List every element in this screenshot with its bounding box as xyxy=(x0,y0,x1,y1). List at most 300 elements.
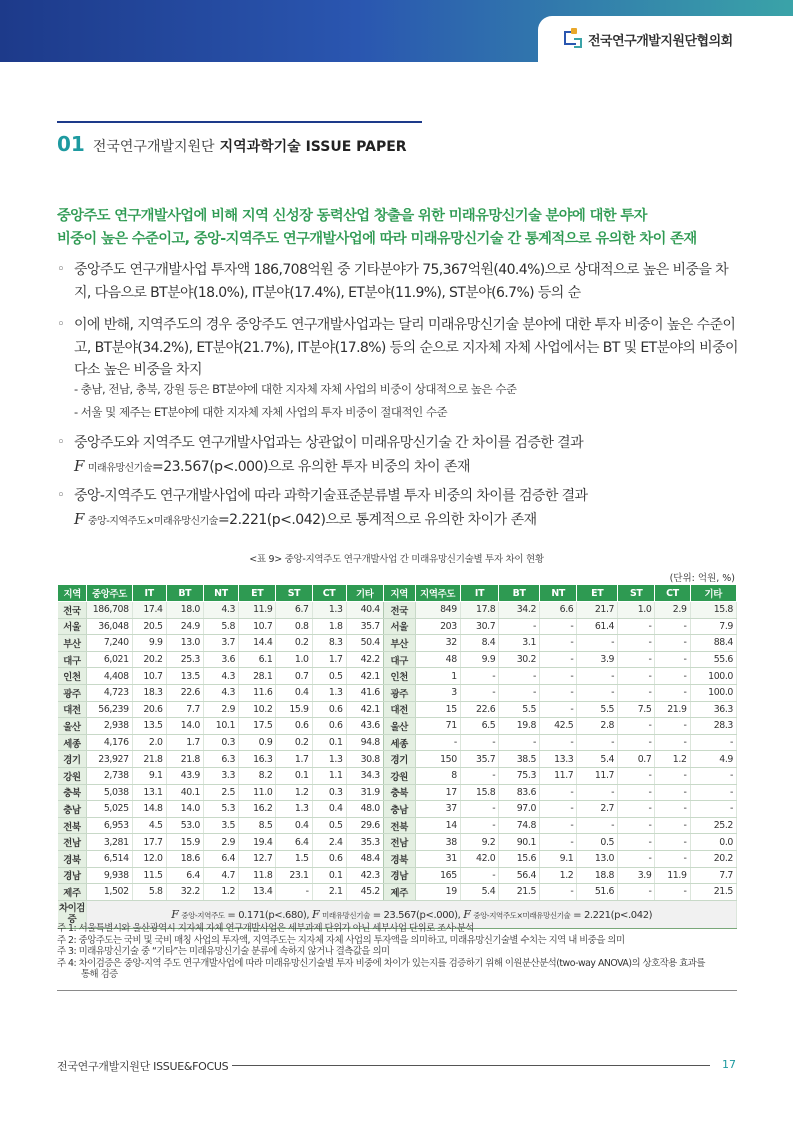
value-cell: 38 xyxy=(415,834,460,851)
value-cell: 42.5 xyxy=(540,718,577,735)
value-cell: 13.1 xyxy=(132,784,166,801)
value-cell: 36.3 xyxy=(690,701,736,718)
value-cell: 13.0 xyxy=(166,635,203,652)
region-cell: 세종 xyxy=(383,734,415,751)
difference-test-result: F 중앙-지역주도 = 0.171(p<.680), F 미래유망신기술 = 23.567(p<.000), F 중앙-지역주도×미래유망신기술 = 2.221(p<.042) xyxy=(87,900,737,928)
section-heading xyxy=(57,132,407,156)
region-cell: 광주 xyxy=(383,684,415,701)
table-row xyxy=(58,817,737,834)
value-cell: 15.8 xyxy=(690,602,736,619)
value-cell: - xyxy=(618,734,655,751)
value-cell: 5.4 xyxy=(460,884,498,901)
value-cell: 17 xyxy=(415,784,460,801)
region-cell: 전국 xyxy=(58,602,87,619)
value-cell: - xyxy=(618,618,655,635)
value-cell: 35.7 xyxy=(460,751,498,768)
region-cell: 경남 xyxy=(58,867,87,884)
value-cell: 6.5 xyxy=(460,718,498,735)
note-4-continued: 통해 검증 xyxy=(81,969,118,980)
value-cell: 100.0 xyxy=(690,668,736,685)
value-cell: 12.7 xyxy=(239,850,276,867)
value-cell: 21.5 xyxy=(499,884,540,901)
value-cell: - xyxy=(655,817,690,834)
value-cell: 42.1 xyxy=(346,701,383,718)
value-cell: 16.2 xyxy=(239,801,276,818)
value-cell: 19.8 xyxy=(499,718,540,735)
value-cell: 15.9 xyxy=(166,834,203,851)
value-cell: 5,025 xyxy=(87,801,132,818)
value-cell: - xyxy=(618,668,655,685)
value-cell: - xyxy=(655,767,690,784)
section-label: 전국연구개발지원단 xyxy=(92,139,215,155)
bullet-3-formula: F 미래유망신기술=23.567(p<.000)으로 유의한 투자 비중의 차이 존재 xyxy=(74,457,471,475)
value-cell: 0.7 xyxy=(276,668,312,685)
value-cell: - xyxy=(540,684,577,701)
value-cell: 11.9 xyxy=(655,867,690,884)
column-header: 기타 xyxy=(690,585,736,602)
region-cell: 경북 xyxy=(383,850,415,867)
value-cell: 35.7 xyxy=(346,618,383,635)
value-cell: 15.8 xyxy=(460,784,498,801)
value-cell: - xyxy=(655,784,690,801)
value-cell: 4.3 xyxy=(203,684,238,701)
value-cell: 17.5 xyxy=(239,718,276,735)
value-cell: 6,514 xyxy=(87,850,132,867)
bullet-3-text: 중앙주도와 지역주도 연구개발사업과는 상관없이 미래유망신기술 간 차이를 검증한 결과 xyxy=(74,435,583,451)
table-row xyxy=(58,834,737,851)
value-cell: - xyxy=(540,701,577,718)
value-cell: 48 xyxy=(415,651,460,668)
value-cell: 30.8 xyxy=(346,751,383,768)
lead-summary xyxy=(57,205,737,251)
region-cell: 강원 xyxy=(58,767,87,784)
value-cell: 25.3 xyxy=(166,651,203,668)
note-2: 주 2: 중앙주도는 국비 및 국비 매칭 사업의 투자액, 지역주도는 지자체 자체 사업의 투자액을 의미하고, 미래유망신기술별 수치는 지역 내 비중을 의미 xyxy=(57,934,625,946)
table-row xyxy=(58,751,737,768)
value-cell: 6,953 xyxy=(87,817,132,834)
value-cell: 0.0 xyxy=(690,834,736,851)
value-cell: 1.5 xyxy=(276,850,312,867)
value-cell: 4.5 xyxy=(132,817,166,834)
lead-line-1: 중앙주도 연구개발사업에 비해 지역 신성장 동력산업 창출을 위한 미래유망신기술 분야에 대한 투자 xyxy=(57,208,647,224)
value-cell: 1.3 xyxy=(276,801,312,818)
value-cell: 14.4 xyxy=(239,635,276,652)
value-cell: 11.6 xyxy=(239,684,276,701)
table-row xyxy=(58,602,737,619)
region-cell: 인천 xyxy=(58,668,87,685)
value-cell: 0.6 xyxy=(312,701,346,718)
value-cell: - xyxy=(499,618,540,635)
column-header: ET xyxy=(239,585,276,602)
value-cell: 14.0 xyxy=(166,801,203,818)
value-cell: - xyxy=(577,784,618,801)
value-cell: 0.6 xyxy=(312,850,346,867)
value-cell: 2.0 xyxy=(132,734,166,751)
column-header: 기타 xyxy=(346,585,383,602)
value-cell: 5.5 xyxy=(577,701,618,718)
value-cell: 34.2 xyxy=(499,602,540,619)
value-cell: - xyxy=(655,734,690,751)
value-cell: 3.3 xyxy=(203,767,238,784)
value-cell: 11.7 xyxy=(577,767,618,784)
region-cell: 대전 xyxy=(383,701,415,718)
value-cell: 5,038 xyxy=(87,784,132,801)
value-cell: 20.2 xyxy=(690,850,736,867)
bullet-4-formula: F 중앙-지역주도×미래유망신기술=2.221(p<.042)으로 통계적으로 유의한 차이가 존재 xyxy=(74,510,537,528)
value-cell: 186,708 xyxy=(87,602,132,619)
value-cell: 11.5 xyxy=(132,867,166,884)
value-cell: 5.8 xyxy=(132,884,166,901)
value-cell: - xyxy=(499,684,540,701)
value-cell: 31 xyxy=(415,850,460,867)
value-cell: 1.2 xyxy=(655,751,690,768)
value-cell: - xyxy=(540,817,577,834)
value-cell: 3.9 xyxy=(618,867,655,884)
value-cell: - xyxy=(655,850,690,867)
value-cell: 30.7 xyxy=(460,618,498,635)
value-cell: - xyxy=(618,784,655,801)
column-header: BT xyxy=(166,585,203,602)
value-cell: - xyxy=(577,734,618,751)
value-cell: 28.1 xyxy=(239,668,276,685)
value-cell: 21.9 xyxy=(655,701,690,718)
value-cell: 55.6 xyxy=(690,651,736,668)
value-cell: 4.3 xyxy=(203,602,238,619)
value-cell: - xyxy=(460,668,498,685)
note-1: 주 1: 서울특별시와 울산광역시 지자체 자체 연구개발사업은 세부과제 단위가 아닌 세부사업 단위로 조사·분석 xyxy=(57,923,474,934)
value-cell: - xyxy=(618,718,655,735)
region-cell: 전국 xyxy=(383,602,415,619)
value-cell: - xyxy=(655,884,690,901)
value-cell: 48.4 xyxy=(346,850,383,867)
column-header: ST xyxy=(618,585,655,602)
region-cell: 서울 xyxy=(383,618,415,635)
region-cell: 광주 xyxy=(58,684,87,701)
value-cell: 24.9 xyxy=(166,618,203,635)
value-cell: 7.5 xyxy=(618,701,655,718)
value-cell: 36,048 xyxy=(87,618,132,635)
value-cell: 42.0 xyxy=(460,850,498,867)
value-cell: 43.9 xyxy=(166,767,203,784)
region-cell: 부산 xyxy=(383,635,415,652)
value-cell: - xyxy=(540,668,577,685)
table-row xyxy=(58,668,737,685)
value-cell: 6.3 xyxy=(203,751,238,768)
value-cell: 21.8 xyxy=(166,751,203,768)
value-cell: 17.4 xyxy=(132,602,166,619)
value-cell: 1,502 xyxy=(87,884,132,901)
value-cell: 2.8 xyxy=(577,718,618,735)
value-cell: 6,021 xyxy=(87,651,132,668)
value-cell: 2.5 xyxy=(203,784,238,801)
bullet-4-text: 중앙-지역주도 연구개발사업에 따라 과학기술표준분류별 투자 비중의 차이를 검증한 결과 xyxy=(74,488,588,504)
value-cell: 11.8 xyxy=(239,867,276,884)
value-cell: 35.3 xyxy=(346,834,383,851)
region-cell: 울산 xyxy=(58,718,87,735)
org-name: 전국연구개발지원단협의회 xyxy=(588,33,733,49)
value-cell: 2.9 xyxy=(655,602,690,619)
table-row xyxy=(58,635,737,652)
value-cell: - xyxy=(618,767,655,784)
value-cell: 0.1 xyxy=(312,867,346,884)
region-cell: 전북 xyxy=(58,817,87,834)
region-cell: 강원 xyxy=(383,767,415,784)
org-header xyxy=(538,16,793,62)
value-cell: 22.6 xyxy=(166,684,203,701)
value-cell: 2.9 xyxy=(203,701,238,718)
bullet-2-sub-2: - 서울 및 제주는 ET분야에 대한 지자체 자체 사업의 투자 비중이 절대적인 수준 xyxy=(74,405,448,419)
value-cell: - xyxy=(540,651,577,668)
region-cell: 충북 xyxy=(383,784,415,801)
bullet-2-sub-1: - 충남, 전남, 충북, 강원 등은 BT분야에 대한 지자체 자체 사업의 비중이 상대적으로 높은 수준 xyxy=(74,382,517,396)
value-cell: 94.8 xyxy=(346,734,383,751)
region-cell: 대구 xyxy=(383,651,415,668)
value-cell: 0.7 xyxy=(618,751,655,768)
value-cell: 75.3 xyxy=(499,767,540,784)
value-cell: - xyxy=(540,734,577,751)
value-cell: - xyxy=(618,651,655,668)
value-cell: 100.0 xyxy=(690,684,736,701)
column-header: 지역 xyxy=(58,585,87,602)
column-header: ST xyxy=(276,585,312,602)
value-cell: - xyxy=(655,801,690,818)
footer-title: 전국연구개발지원단 ISSUE&FOCUS xyxy=(57,1060,229,1073)
value-cell: 11.9 xyxy=(239,602,276,619)
value-cell: 9.1 xyxy=(132,767,166,784)
value-cell: - xyxy=(540,635,577,652)
value-cell: 17.8 xyxy=(460,602,498,619)
value-cell: 1 xyxy=(415,668,460,685)
value-cell: - xyxy=(577,684,618,701)
value-cell: 7.7 xyxy=(690,867,736,884)
value-cell: 1.3 xyxy=(312,751,346,768)
value-cell: 38.5 xyxy=(499,751,540,768)
value-cell: 32 xyxy=(415,635,460,652)
value-cell: 150 xyxy=(415,751,460,768)
value-cell: - xyxy=(460,684,498,701)
value-cell: 48.0 xyxy=(346,801,383,818)
table-row xyxy=(58,767,737,784)
value-cell: 7.9 xyxy=(690,618,736,635)
value-cell: 1.0 xyxy=(276,651,312,668)
bullet-1-text: 중앙주도 연구개발사업 투자액 186,708억원 중 기타분야가 75,367억원(40.4%)으로 상대적으로 높은 비중을 차지, 다음으로 BT분야(18.0%), IT분야(17.4%), ET분야(11.9%), ST분야(6.7%) 등의 순 xyxy=(74,262,729,301)
region-cell: 경기 xyxy=(58,751,87,768)
value-cell: 1.7 xyxy=(312,651,346,668)
value-cell: - xyxy=(460,767,498,784)
value-cell: - xyxy=(540,884,577,901)
value-cell: 3.6 xyxy=(203,651,238,668)
value-cell: 90.1 xyxy=(499,834,540,851)
value-cell: 1.8 xyxy=(312,618,346,635)
value-cell: 13.0 xyxy=(577,850,618,867)
value-cell: 14.0 xyxy=(166,718,203,735)
value-cell: - xyxy=(655,635,690,652)
value-cell: 5.8 xyxy=(203,618,238,635)
value-cell: 30.2 xyxy=(499,651,540,668)
value-cell: 2,938 xyxy=(87,718,132,735)
region-cell: 경기 xyxy=(383,751,415,768)
value-cell: 4,176 xyxy=(87,734,132,751)
value-cell: 1.0 xyxy=(618,602,655,619)
column-header: CT xyxy=(312,585,346,602)
value-cell: 61.4 xyxy=(577,618,618,635)
value-cell: 13.4 xyxy=(239,884,276,901)
bullet-2: ◦ 이에 반해, 지역주도의 경우 중앙주도 연구개발사업과는 달리 미래유망신기술 분야에 대한 투자 비중이 높은 수준이고, BT분야(34.2%), ET분야(21.7%), IT분야(17.8%) 등의 순으로 지자체 자체 사업에서는 BT 및 ET분야의 비중이 다소 높은 비중을 차지 xyxy=(57,314,743,382)
value-cell: 6.4 xyxy=(166,867,203,884)
value-cell: 41.6 xyxy=(346,684,383,701)
region-cell: 충북 xyxy=(58,784,87,801)
value-cell: 13.5 xyxy=(166,668,203,685)
value-cell: 6.6 xyxy=(540,602,577,619)
value-cell: - xyxy=(460,734,498,751)
column-header: 지역 xyxy=(383,585,415,602)
region-cell: 제주 xyxy=(58,884,87,901)
value-cell: 34.3 xyxy=(346,767,383,784)
value-cell: 14.8 xyxy=(132,801,166,818)
value-cell: 10.1 xyxy=(203,718,238,735)
value-cell: - xyxy=(540,618,577,635)
bullet-2-text: 이에 반해, 지역주도의 경우 중앙주도 연구개발사업과는 달리 미래유망신기술 분야에 대한 투자 비중이 높은 수준이고, BT분야(34.2%), ET분야(21.7%), IT분야(17.8%) 등의 순으로 지자체 자체 사업에서는 BT 및 ET분야의 비중이 다소 높은 비중을 차지 xyxy=(74,317,738,378)
value-cell: 4,723 xyxy=(87,684,132,701)
section-title: 지역과학기술 ISSUE PAPER xyxy=(219,139,407,155)
value-cell: 40.4 xyxy=(346,602,383,619)
value-cell: 15.6 xyxy=(499,850,540,867)
value-cell: 20.2 xyxy=(132,651,166,668)
value-cell: 165 xyxy=(415,867,460,884)
value-cell: 1.3 xyxy=(312,602,346,619)
value-cell: 21.7 xyxy=(577,602,618,619)
column-header: IT xyxy=(132,585,166,602)
bullet-3: ◦ 중앙주도와 지역주도 연구개발사업과는 상관없이 미래유망신기술 간 차이를 검증한 결과 xyxy=(57,432,743,455)
value-cell: 7,240 xyxy=(87,635,132,652)
value-cell: 25.2 xyxy=(690,817,736,834)
value-cell: 18.0 xyxy=(166,602,203,619)
notes-divider xyxy=(57,990,737,991)
value-cell: - xyxy=(460,867,498,884)
region-cell: 충남 xyxy=(383,801,415,818)
value-cell: - xyxy=(577,635,618,652)
value-cell: 11.7 xyxy=(540,767,577,784)
value-cell: 29.6 xyxy=(346,817,383,834)
value-cell: - xyxy=(690,767,736,784)
value-cell: 45.2 xyxy=(346,884,383,901)
value-cell: 0.8 xyxy=(276,618,312,635)
region-cell: 대전 xyxy=(58,701,87,718)
region-cell: 전남 xyxy=(383,834,415,851)
value-cell: 71 xyxy=(415,718,460,735)
value-cell: 0.6 xyxy=(312,718,346,735)
value-cell: 7.7 xyxy=(166,701,203,718)
value-cell: - xyxy=(276,884,312,901)
value-cell: - xyxy=(655,618,690,635)
region-cell: 부산 xyxy=(58,635,87,652)
value-cell: - xyxy=(655,684,690,701)
table-row xyxy=(58,801,737,818)
value-cell: 3.5 xyxy=(203,817,238,834)
value-cell: 3 xyxy=(415,684,460,701)
value-cell: 3.1 xyxy=(499,635,540,652)
column-header: ET xyxy=(577,585,618,602)
value-cell: 43.6 xyxy=(346,718,383,735)
value-cell: 6.4 xyxy=(276,834,312,851)
value-cell: - xyxy=(460,817,498,834)
value-cell: - xyxy=(577,668,618,685)
value-cell: 18.8 xyxy=(577,867,618,884)
value-cell: - xyxy=(618,834,655,851)
value-cell: 74.8 xyxy=(499,817,540,834)
value-cell: 2,738 xyxy=(87,767,132,784)
value-cell: 1.7 xyxy=(166,734,203,751)
value-cell: 15.9 xyxy=(276,701,312,718)
page-number: 17 xyxy=(722,1058,736,1071)
value-cell: 53.0 xyxy=(166,817,203,834)
table-unit: (단위: 억원, %) xyxy=(669,573,735,584)
value-cell: - xyxy=(618,884,655,901)
value-cell: 18.3 xyxy=(132,684,166,701)
value-cell: 21.8 xyxy=(132,751,166,768)
value-cell: 8.4 xyxy=(460,635,498,652)
value-cell: 0.5 xyxy=(312,668,346,685)
value-cell: 42.1 xyxy=(346,668,383,685)
region-cell: 전북 xyxy=(383,817,415,834)
value-cell: 19.4 xyxy=(239,834,276,851)
table-row xyxy=(58,651,737,668)
value-cell: 10.2 xyxy=(239,701,276,718)
value-cell: 0.2 xyxy=(276,734,312,751)
value-cell: 0.2 xyxy=(276,635,312,652)
region-cell: 제주 xyxy=(383,884,415,901)
value-cell: 0.1 xyxy=(312,734,346,751)
column-header: BT xyxy=(499,585,540,602)
value-cell: - xyxy=(690,784,736,801)
value-cell: 51.6 xyxy=(577,884,618,901)
section-number: 01 xyxy=(57,132,85,156)
value-cell: 17.7 xyxy=(132,834,166,851)
table-row xyxy=(58,701,737,718)
value-cell: 0.3 xyxy=(203,734,238,751)
value-cell: 8.2 xyxy=(239,767,276,784)
column-header: CT xyxy=(655,585,690,602)
region-cell: 울산 xyxy=(383,718,415,735)
value-cell: - xyxy=(655,718,690,735)
value-cell: 2.4 xyxy=(312,834,346,851)
value-cell: 10.7 xyxy=(132,668,166,685)
value-cell: 56.4 xyxy=(499,867,540,884)
value-cell: 18.6 xyxy=(166,850,203,867)
value-cell: 1.2 xyxy=(276,784,312,801)
note-3: 주 3: 미래유망신기술 중 “기타”는 미래유망신기술 분류에 속하지 않거나 결측값을 의미 xyxy=(57,946,390,957)
value-cell: 9.9 xyxy=(132,635,166,652)
region-cell: 인천 xyxy=(383,668,415,685)
value-cell: 3.7 xyxy=(203,635,238,652)
value-cell: - xyxy=(540,834,577,851)
value-cell: 3,281 xyxy=(87,834,132,851)
value-cell: 0.5 xyxy=(312,817,346,834)
column-header: NT xyxy=(540,585,577,602)
value-cell: 0.1 xyxy=(276,767,312,784)
value-cell: - xyxy=(415,734,460,751)
value-cell: - xyxy=(618,850,655,867)
value-cell: 23.1 xyxy=(276,867,312,884)
table-row xyxy=(58,884,737,901)
value-cell: 12.0 xyxy=(132,850,166,867)
value-cell: 1.1 xyxy=(312,767,346,784)
value-cell: 9.9 xyxy=(460,651,498,668)
value-cell: 849 xyxy=(415,602,460,619)
value-cell: 9.2 xyxy=(460,834,498,851)
bullet-4: ◦ 중앙-지역주도 연구개발사업에 따라 과학기술표준분류별 투자 비중의 차이를 검증한 결과 xyxy=(57,485,743,508)
value-cell: 6.1 xyxy=(239,651,276,668)
